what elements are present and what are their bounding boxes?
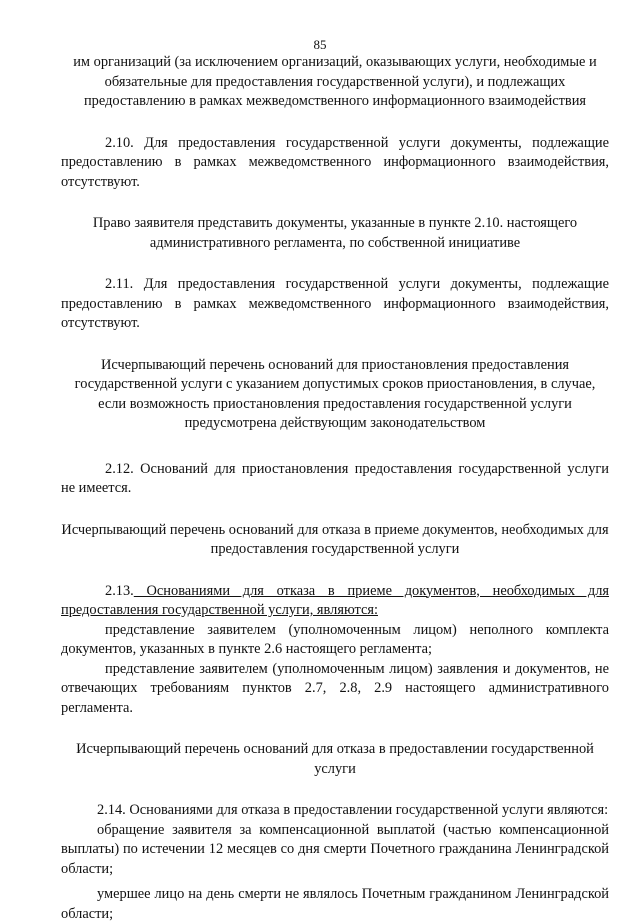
list-item-noncompliant-documents: представление заявителем (уполномоченным лицом) заявления и документов, не отвечающих требованиям пунктов 2.7, 2.8, 2.9 настоящего административного регламента. [61,660,609,716]
page-number: 85 [313,37,327,52]
paragraph-2-14: 2.14. Основаниями для отказа в предоставлении государственной услуги являются: [97,802,609,818]
heading-refusal-acceptance: Исчерпывающий перечень оснований для отказа в приеме документов, необходимых для предоставления государственной услуги [61,521,609,557]
list-item-not-honorary-citizen: умершее лицо на день смерти не являлось Почетным гражданином Ленинградской области; [61,886,609,922]
paragraph-2-11: 2.11. Для предоставления государственной услуги документы, подлежащие предоставлению в рамках межведомственного информационного взаимодействия, отсутствуют. [61,276,609,331]
heading-suspension-grounds: Исчерпывающий перечень оснований для приостановления предоставления государственной услуги с указанием допустимых сроков приостановления, в случае, если возможность приостановления предоставления государственной услуги предусмотрена действующим законодательством [74,356,596,431]
paragraph-2-13 [61,582,609,621]
paragraph-2-13-underlined-text: Основаниями для отказа в приеме документов, необходимых для предоставления государственной услуги, являются: [61,582,609,618]
heading-applicant-right: Право заявителя представить документы, указанные в пункте 2.10. настоящего административного регламента, по собственной инициативе [92,215,578,251]
document-body [61,53,609,924]
paragraph-2-12: 2.12. Оснований для приостановления предоставления государственной услуги не имеется. [61,460,609,496]
heading-refusal-service: Исчерпывающий перечень оснований для отказа в предоставлении государственной услуги [76,741,594,777]
paragraph-2-10: 2.10. Для предоставления государственной услуги документы, подлежащие предоставлению в рамках межведомственного информационного взаимодействия, отсутствуют. [61,134,609,190]
paragraph-intro-continuation: им организаций (за исключением организаций, оказывающих услуги, необходимые и обязательные для предоставления государственной услуги), и подлежащих предоставлению в рамках межведомственного информационного взаимодействия [73,54,597,109]
list-item-incomplete-set: представление заявителем (уполномоченным лицом) неполного комплекта документов, указанных в пункте 2.6 настоящего регламента; [61,621,609,657]
paragraph-2-13-number: 2.13. [105,582,134,599]
list-item-deadline-expired: обращение заявителя за компенсационной выплатой (частью компенсационной выплаты) по истечении 12 месяцев со дня смерти Почетного гражданина Ленинградской области; [61,821,609,877]
